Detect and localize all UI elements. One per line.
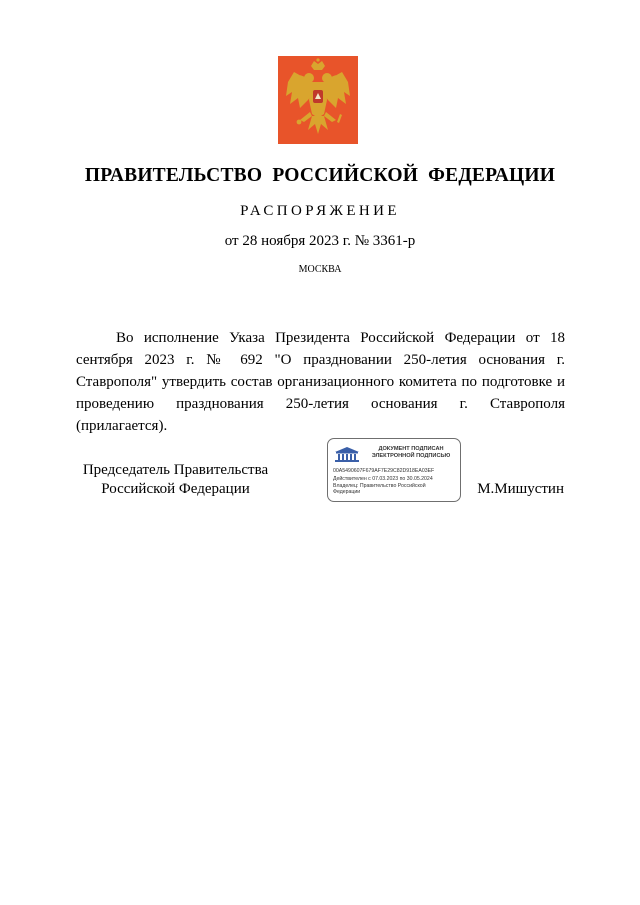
stamp-validity: Действителен с 07.03.2023 по 30.05.2024 — [333, 476, 433, 482]
coat-of-arms-icon — [278, 56, 358, 144]
stamp-title — [364, 446, 458, 460]
signer-position — [78, 461, 273, 499]
electronic-signature-stamp — [327, 438, 461, 502]
signer-name: М.Мишустин — [477, 481, 564, 497]
government-building-icon — [333, 445, 361, 463]
stamp-title-line1: ДОКУМЕНТ ПОДПИСАН — [378, 446, 444, 452]
stamp-title-line2: ЭЛЕКТРОННОЙ ПОДПИСЬЮ — [371, 453, 451, 459]
government-title: ПРАВИТЕЛЬСТВО РОССИЙСКОЙ ФЕДЕРАЦИИ — [84, 165, 556, 186]
document-date-number: от 28 ноября 2023 г. № 3361-р — [224, 233, 416, 249]
document-city: МОСКВА — [298, 264, 342, 275]
signer-position-line2: Российской Федерации — [101, 481, 250, 497]
signer-position-line1: Председатель Правительства — [82, 462, 269, 478]
stamp-serial: 00A5490607F679AF7E29C82D918EA03EF — [333, 468, 435, 474]
stamp-owner: Владелец: Правительство Российской Федерации — [333, 483, 426, 495]
order-paragraph: Во исполнение Указа Президента Российской Федерации от 18 сентября 2023 г. № 692 "О праздновании 250-летия основания г. Ставрополя" утвердить состав организационного комитета по подготовке и проведению празднования 250-летия основания г. Ставрополя (прилагается). — [76, 330, 565, 434]
document-type: РАСПОРЯЖЕНИЕ — [240, 203, 400, 219]
